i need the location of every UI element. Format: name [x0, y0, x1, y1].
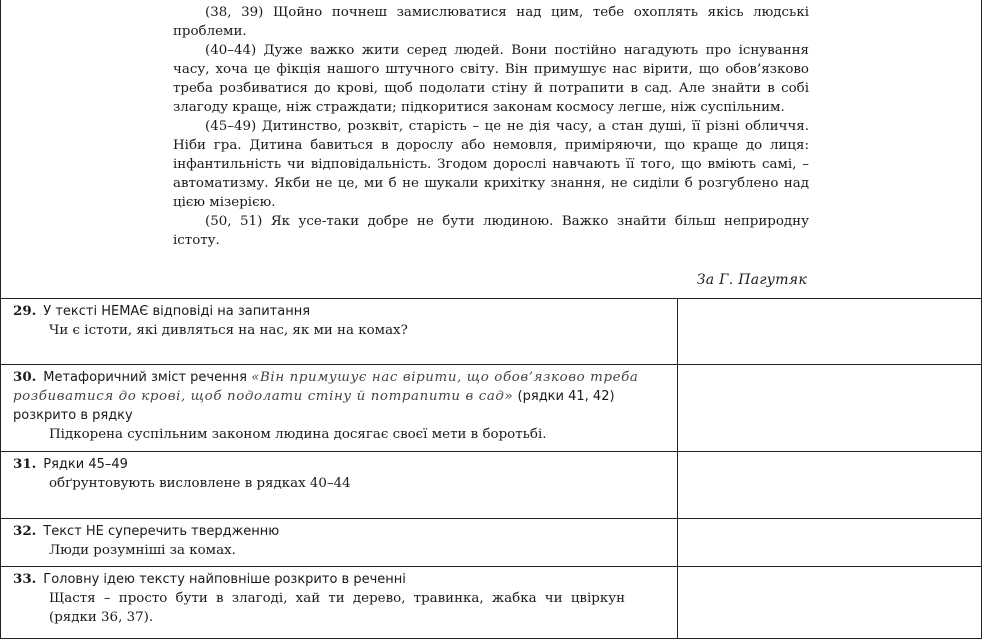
- question-number: 30.: [13, 369, 37, 385]
- question-prompt-tail: (рядки 41, 42) розкрито в рядку: [13, 389, 615, 423]
- question-number: 29.: [13, 303, 37, 319]
- question-30: [0, 365, 982, 452]
- question-number: 33.: [13, 571, 37, 587]
- question-prompt: У тексті НЕМАЄ відповіді на запитання: [43, 304, 311, 319]
- answer-option: Люди розумніші за комах.: [49, 543, 236, 558]
- answer-option: Чи є істоти, які дивляться на нас, як ми на комах?: [49, 323, 408, 338]
- question-33: [0, 567, 982, 639]
- question-31: [0, 452, 982, 519]
- question-32: [0, 519, 982, 567]
- answer-option: Підкорена суспільним законом людина досягає своєї мети в боротьбі.: [49, 427, 547, 442]
- question-body: [13, 368, 663, 444]
- answer-cell[interactable]: [677, 365, 982, 451]
- answer-cell[interactable]: [677, 299, 982, 364]
- passage-paragraph: (45–49) Дитинство, розквіт, старість – це не дія часу, а стан душі, її різні обличчя. Ніби гра. Дитина бавиться в дорослу або немовля, приміряючи, що краще до лиця: інфантильність чи відповідальність. Згодом дорослі навчають її того, що вміють самі, – автоматизму. Якби не це, ми б не шукали крихітку знання, не сиділи б розгублено над цією мізерією.: [173, 119, 809, 210]
- passage-paragraph: (40–44) Дуже важко жити серед людей. Вони постійно нагадують про існування часу, хоча це фікція нашого штучного світу. Він примушує нас вірити, що обов’язково треба розбиватися до крові, щоб подолати стіну й потрапити в сад. Але знайти в собі злагоду краще, ніж страждати; підкоритися законам космосу легше, ніж суспільним.: [173, 43, 809, 115]
- question-number: 32.: [13, 523, 37, 539]
- reading-passage: [0, 0, 982, 299]
- answer-cell[interactable]: [677, 452, 982, 518]
- question-body: [13, 302, 663, 340]
- quoted-sentence: «Він примушує нас вірити, що обов’язково треба розбиватися до крові, щоб подолати стіну й потрапити в сад»: [13, 370, 639, 404]
- passage-paragraph: (50, 51) Як усе-таки добре не бути людиною. Важко знайти більш неприродну істоту.: [173, 214, 809, 248]
- answer-cell[interactable]: [677, 519, 982, 566]
- question-body: [13, 455, 663, 493]
- question-prompt: Головну ідею тексту найповніше розкрито в реченні: [43, 572, 406, 587]
- answer-option: Щастя – просто бути в злагоді, хай ти дерево, травинка, жабка чи цвіркун (рядки 36, 37).: [49, 591, 625, 625]
- question-number: 31.: [13, 456, 37, 472]
- question-prompt: Метафоричний зміст речення: [43, 370, 247, 385]
- question-prompt: Текст НЕ суперечить твердженню: [43, 524, 280, 539]
- passage-author: За Г. Пагутяк: [696, 272, 807, 288]
- question-29: [0, 299, 982, 365]
- answer-option: обґрунтовують висловлене в рядках 40–44: [49, 476, 351, 491]
- passage-text: [173, 3, 809, 250]
- question-body: [13, 570, 663, 627]
- passage-paragraph: (38, 39) Щойно почнеш замислюватися над цим, тебе охоплять якісь людські проблеми.: [173, 5, 809, 39]
- question-body: [13, 522, 663, 560]
- answer-cell[interactable]: [677, 567, 982, 638]
- question-prompt: Рядки 45–49: [43, 457, 128, 472]
